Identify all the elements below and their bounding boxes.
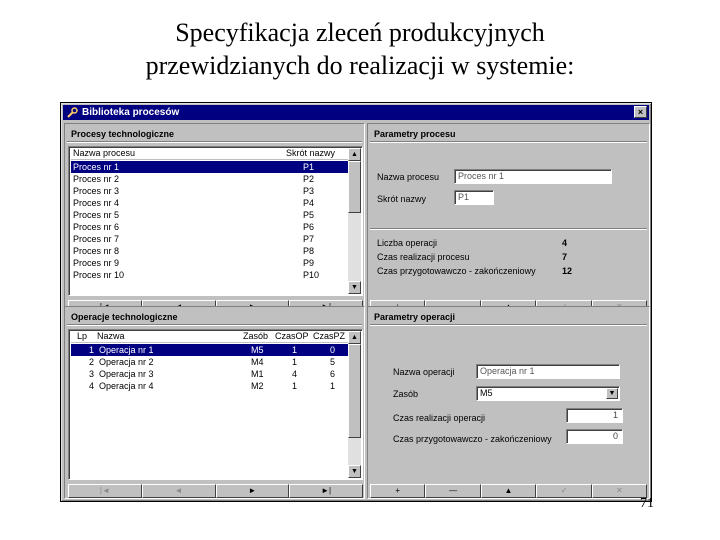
operation-params-header: Parametry operacji [370, 309, 647, 325]
process-params-header: Parametry procesu [370, 126, 647, 142]
resource-select[interactable] [476, 386, 620, 401]
resource-select-value: M5 [480, 388, 493, 398]
process-short-cell: P10 [303, 270, 320, 280]
params-divider [370, 228, 647, 230]
process-row[interactable] [71, 221, 348, 233]
operation-resource-cell: M1 [251, 369, 264, 379]
operation-pz-cell: 1 [330, 381, 336, 391]
process-name-cell: Proces nr 7 [73, 234, 120, 244]
scroll-down-arrow-icon[interactable]: ▼ [348, 281, 361, 294]
operations-scrollbar[interactable] [348, 331, 361, 478]
close-button[interactable]: × [634, 106, 647, 118]
column-header-resource[interactable]: Zasób [243, 331, 269, 341]
process-name-cell: Proces nr 10 [73, 270, 125, 280]
page-number: 71 [640, 496, 654, 511]
process-name-cell: Proces nr 4 [73, 198, 120, 208]
operation-pz-cell: 0 [330, 345, 336, 355]
process-row[interactable] [71, 233, 348, 245]
process-row[interactable] [71, 269, 348, 281]
operation-lp-cell: 4 [89, 381, 95, 391]
operation-lp-cell: 2 [89, 357, 95, 367]
short-name-label: Skrót nazwy [377, 194, 427, 204]
operation-name-cell: Operacja nr 2 [99, 357, 154, 367]
slide-title-line-1: Specyfikacja zleceń produkcyjnych [175, 18, 545, 47]
operation-lp-cell: 3 [89, 369, 95, 379]
process-short-cell: P8 [303, 246, 315, 256]
process-short-cell: P9 [303, 258, 315, 268]
process-name-cell: Proces nr 3 [73, 186, 120, 196]
column-header-name[interactable]: Nazwa [97, 331, 125, 341]
process-duration-label: Czas realizacji procesu [377, 252, 470, 262]
prev-record-button[interactable]: ◄ [142, 484, 216, 498]
process-name-field[interactable]: Proces nr 1 [454, 169, 612, 184]
operations-header: Operacje technologiczne [67, 309, 362, 325]
operation-resource-cell: M2 [251, 381, 264, 391]
operations-list[interactable] [68, 329, 363, 480]
processes-list[interactable] [68, 146, 363, 296]
process-short-cell: P3 [303, 186, 315, 196]
operation-setup-field[interactable]: 0 [566, 429, 623, 444]
process-row[interactable] [71, 197, 348, 209]
process-name-cell: Proces nr 2 [73, 174, 120, 184]
process-row[interactable] [71, 173, 348, 185]
slide-title-line-2: przewidzianych do realizacji w systemie: [145, 51, 575, 80]
wrench-icon [66, 107, 78, 119]
column-header-lp[interactable]: Lp [77, 331, 88, 341]
process-short-cell: P7 [303, 234, 315, 244]
resource-label: Zasób [393, 389, 419, 399]
operation-setup-label: Czas przygotowawczo - zakończeniowy [393, 434, 552, 444]
scroll-thumb[interactable] [348, 161, 361, 213]
ops-count-value: 4 [562, 238, 568, 248]
column-header-process-name[interactable]: Nazwa procesu [73, 148, 136, 158]
window-titlebar[interactable] [63, 105, 649, 120]
operation-name-label: Nazwa operacji [393, 367, 455, 377]
operation-duration-label: Czas realizacji operacji [393, 413, 486, 423]
process-name-cell: Proces nr 1 [73, 162, 120, 172]
operation-params-panel [367, 306, 650, 499]
process-name-label: Nazwa procesu [377, 172, 440, 182]
operation-row[interactable] [71, 380, 348, 392]
confirm-button[interactable]: ✓ [536, 484, 591, 498]
process-setup-value: 12 [562, 266, 573, 276]
process-row[interactable] [71, 209, 348, 221]
operation-lp-cell: 1 [89, 345, 95, 355]
edit-button[interactable]: ▲ [481, 484, 536, 498]
processes-header: Procesy technologiczne [67, 126, 362, 142]
process-short-cell: P4 [303, 198, 315, 208]
operation-row[interactable] [71, 368, 348, 380]
operations-list-header [71, 331, 348, 343]
process-short-cell: P5 [303, 210, 315, 220]
operation-actions-bar [370, 484, 647, 498]
library-window [60, 102, 652, 502]
add-button[interactable]: + [370, 484, 425, 498]
operation-name-field[interactable]: Operacja nr 1 [476, 364, 620, 379]
scroll-up-arrow-icon[interactable]: ▲ [348, 148, 361, 161]
operation-name-cell: Operacja nr 4 [99, 381, 154, 391]
delete-button[interactable]: — [425, 484, 480, 498]
operations-panel [64, 306, 365, 499]
process-short-cell: P6 [303, 222, 315, 232]
window-title: Biblioteka procesów [82, 107, 180, 118]
process-name-cell: Proces nr 9 [73, 258, 120, 268]
process-row[interactable] [71, 185, 348, 197]
operation-duration-field[interactable]: 1 [566, 408, 623, 423]
process-name-cell: Proces nr 8 [73, 246, 120, 256]
next-record-button[interactable]: ► [216, 484, 290, 498]
process-row[interactable] [71, 161, 348, 173]
chevron-down-icon[interactable]: ▼ [606, 388, 618, 399]
cancel-button[interactable]: ✕ [592, 484, 647, 498]
first-record-button[interactable]: |◄ [68, 484, 142, 498]
processes-panel [64, 123, 365, 319]
operation-name-cell: Operacja nr 1 [99, 345, 154, 355]
column-header-pz-time[interactable]: CzasPZ [313, 331, 346, 341]
operation-row[interactable] [71, 344, 348, 356]
process-short-cell: P2 [303, 174, 315, 184]
process-name-cell: Proces nr 5 [73, 210, 120, 220]
last-record-button[interactable]: ►| [289, 484, 363, 498]
operation-name-cell: Operacja nr 3 [99, 369, 154, 379]
operation-op-cell: 1 [292, 345, 298, 355]
slide-title [0, 16, 720, 82]
ops-count-label: Liczba operacji [377, 238, 438, 248]
processes-scrollbar[interactable] [348, 148, 361, 294]
operation-resource-cell: M5 [251, 345, 264, 355]
processes-list-header [71, 148, 348, 160]
process-duration-value: 7 [562, 252, 568, 262]
scroll-thumb[interactable] [348, 344, 361, 438]
column-header-short-name[interactable]: Skrót nazwy [286, 148, 336, 158]
operation-resource-cell: M4 [251, 357, 264, 367]
operation-pz-cell: 6 [330, 369, 336, 379]
scroll-down-arrow-icon[interactable]: ▼ [348, 465, 361, 478]
process-name-cell: Proces nr 6 [73, 222, 120, 232]
operation-pz-cell: 5 [330, 357, 336, 367]
process-params-panel [367, 123, 650, 319]
process-row[interactable] [71, 257, 348, 269]
scroll-up-arrow-icon[interactable]: ▲ [348, 331, 361, 344]
operation-op-cell: 1 [292, 381, 298, 391]
operation-row[interactable] [71, 356, 348, 368]
process-row[interactable] [71, 245, 348, 257]
operations-navigator [68, 484, 363, 498]
operation-op-cell: 1 [292, 357, 298, 367]
process-setup-label: Czas przygotowawczo - zakończeniowy [377, 266, 536, 276]
column-header-op-time[interactable]: CzasOP [275, 331, 309, 341]
operation-op-cell: 4 [292, 369, 298, 379]
process-short-cell: P1 [303, 162, 315, 172]
short-name-field[interactable]: P1 [454, 190, 494, 205]
